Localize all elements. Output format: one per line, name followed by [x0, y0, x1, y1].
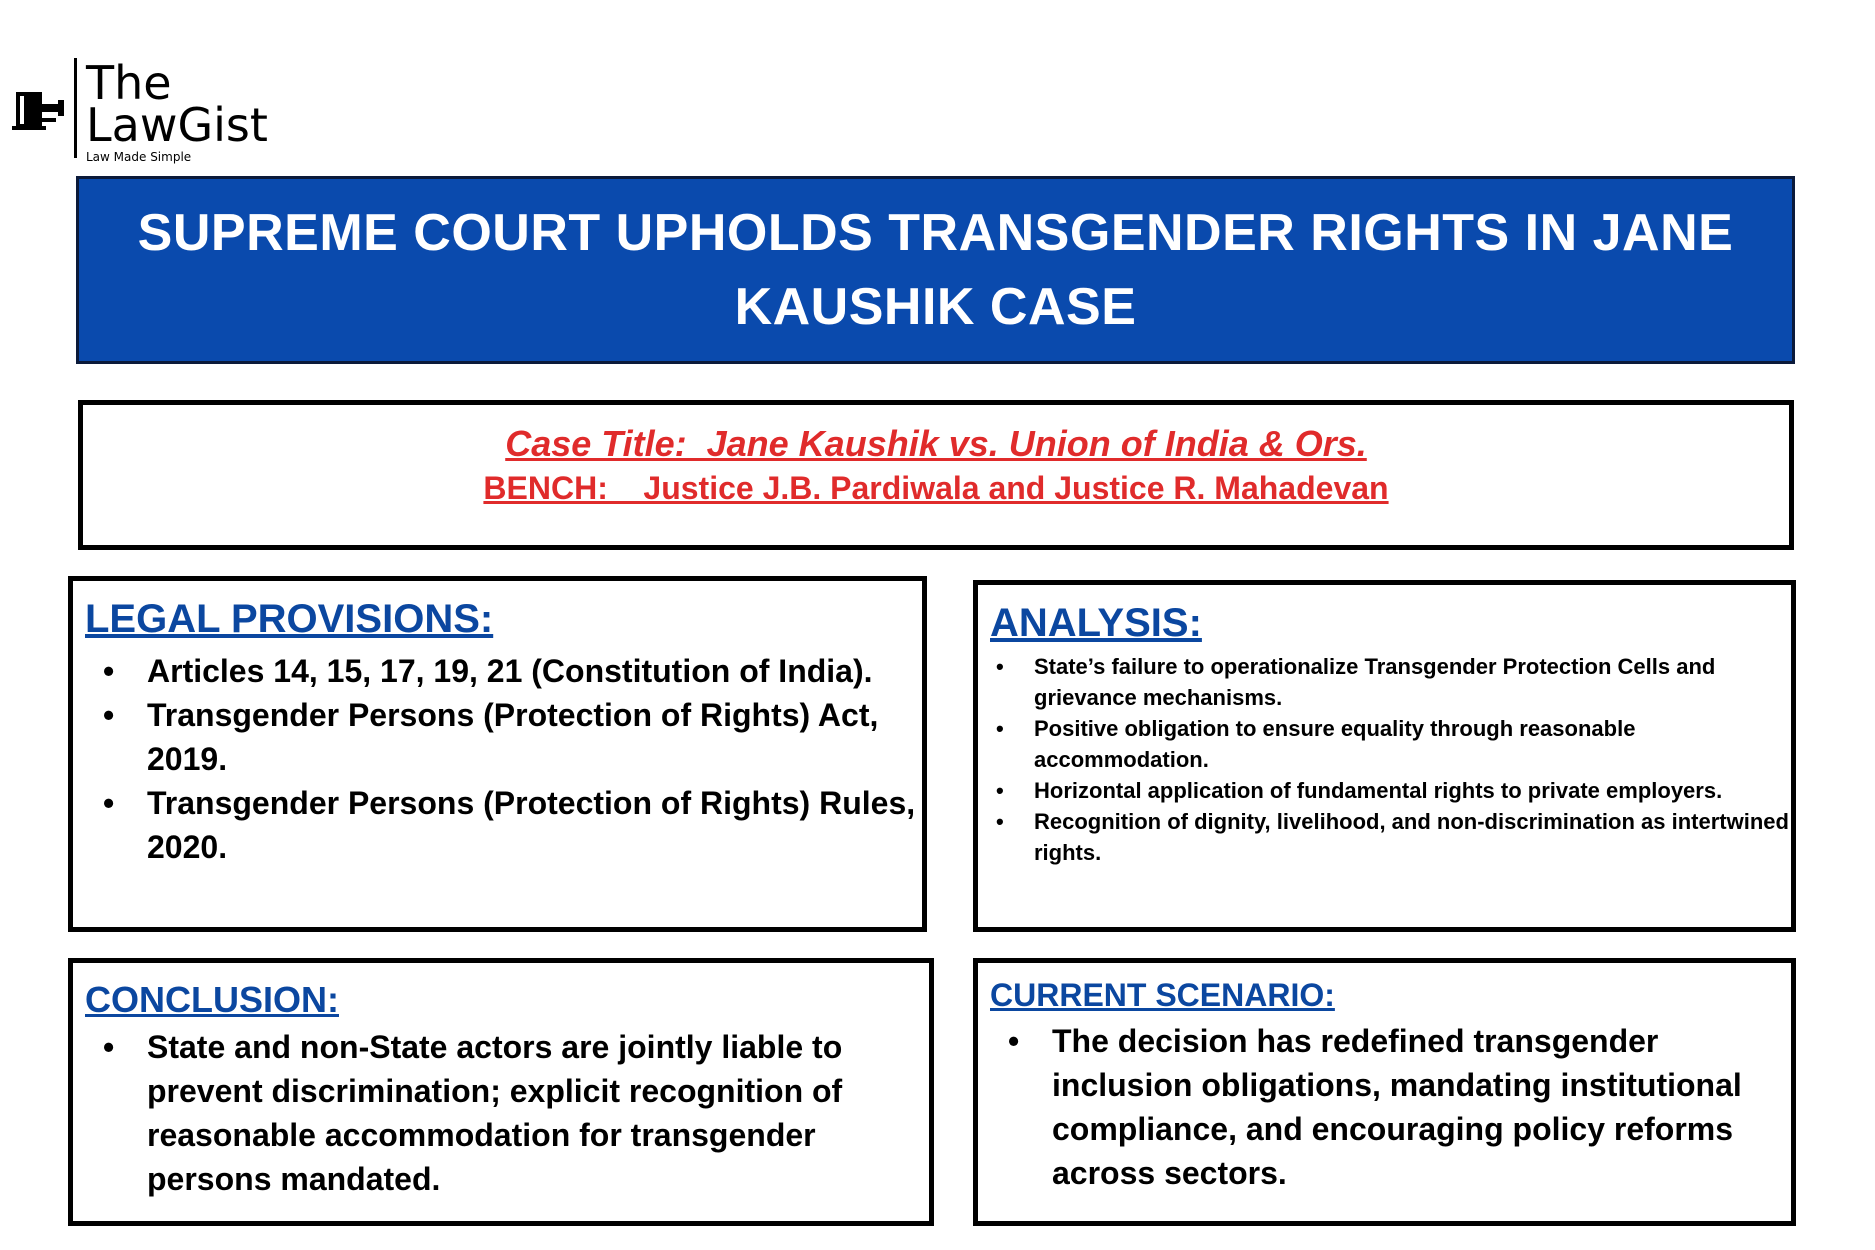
current-scenario-panel [973, 958, 1796, 1226]
brand-name-line-1: The [86, 56, 172, 110]
conclusion-list [147, 1025, 927, 1201]
analysis-panel [973, 580, 1796, 932]
current-scenario-list [1052, 1019, 1792, 1195]
conclusion-panel [68, 958, 934, 1226]
list-item: • Recognition of dignity, livelihood, and non-discrimination as intertwined rights. [1034, 806, 1794, 868]
logo [12, 58, 272, 168]
list-item: • State’s failure to operationalize Transgender Protection Cells and grievance mechanisms. [1034, 651, 1794, 713]
legal-provisions-panel [68, 576, 927, 932]
current-scenario-heading: CURRENT SCENARIO: [990, 977, 1335, 1013]
logo-divider [74, 58, 77, 158]
legal-provisions-list [147, 649, 917, 869]
case-title: Case Title: Jane Kaushik vs. Union of India & Ors. [505, 423, 1367, 464]
conclusion-heading: CONCLUSION: [85, 979, 339, 1020]
case-info-box [78, 400, 1794, 550]
brand-name-line-2: LawGist [86, 98, 268, 152]
legal-provisions-heading: LEGAL PROVISIONS: [85, 597, 494, 641]
title-banner [76, 176, 1795, 364]
list-item: • State and non-State actors are jointly liable to prevent discrimination; explicit recognition of reasonable accommodation for transgender persons mandated. [147, 1025, 927, 1201]
brand-tagline: Law Made Simple [86, 150, 192, 164]
list-item: • Articles 14, 15, 17, 19, 21 (Constitution of India). [147, 649, 917, 693]
list-item: • Transgender Persons (Protection of Rights) Act, 2019. [147, 693, 917, 781]
list-item: • Horizontal application of fundamental rights to private employers. [1034, 775, 1794, 806]
list-item: • The decision has redefined transgender inclusion obligations, mandating institutional compliance, and encouraging policy reforms across sectors. [1052, 1019, 1792, 1195]
analysis-heading: ANALYSIS: [990, 601, 1202, 645]
list-item: • Positive obligation to ensure equality through reasonable accommodation. [1034, 713, 1794, 775]
gavel-book-icon [12, 82, 68, 138]
bench-info: BENCH: Justice J.B. Pardiwala and Justice R. Mahadevan [483, 470, 1389, 506]
list-item: • Transgender Persons (Protection of Rights) Rules, 2020. [147, 781, 917, 869]
page-title: SUPREME COURT UPHOLDS TRANSGENDER RIGHTS IN JANE KAUSHIK CASE [137, 204, 1734, 336]
analysis-list [1034, 651, 1794, 868]
